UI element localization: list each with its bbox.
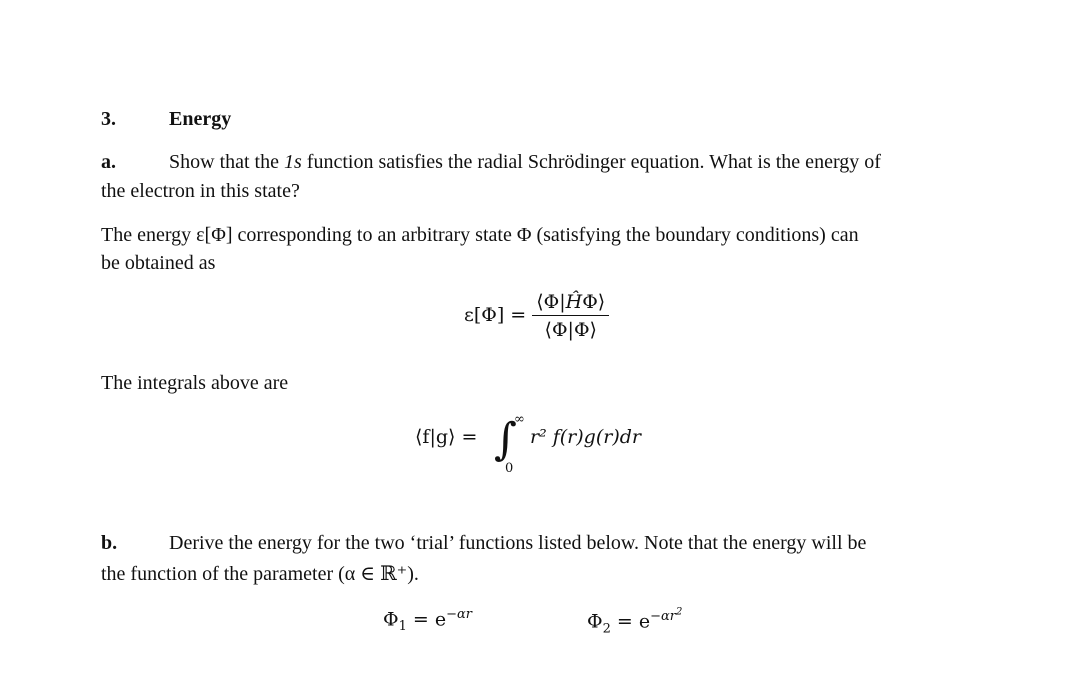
intro-line1: The energy ε[Φ] corresponding to an arbitrary state Φ (satisfying the boundary conditions) can: [101, 224, 859, 246]
part-a-text-before: Show that the: [169, 151, 284, 173]
integral-sign: ∫: [494, 414, 517, 465]
part-b-label: b.: [101, 532, 118, 554]
energy-equation-lhs: ε[Φ] =: [464, 304, 527, 327]
integral-lower-limit: 0: [505, 461, 514, 476]
phi1-subscript: 1: [398, 619, 407, 635]
energy-numerator: [532, 291, 609, 315]
phi2-subscript: 2: [602, 621, 611, 637]
phi2-exponent-base: −αr: [650, 609, 676, 625]
phi1-base: Φ: [383, 608, 399, 631]
phi2-base: Φ: [587, 610, 603, 633]
numerator-left: ⟨Φ|: [536, 291, 566, 313]
energy-denominator: ⟨Φ|Φ⟩: [544, 319, 597, 342]
question-number: 3.: [101, 108, 116, 130]
trial-function-2: [587, 607, 682, 636]
intro-line2: be obtained as: [101, 252, 216, 274]
part-b-line2: the function of the parameter (α ∈ ℝ⁺).: [101, 563, 419, 585]
question-title: Energy: [169, 108, 232, 130]
energy-fraction: [532, 291, 609, 341]
integrals-text: The integrals above are: [101, 372, 289, 394]
part-b-line1: Derive the energy for the two ‘trial’ functions listed below. Note that the energy will be: [169, 532, 867, 554]
part-a-text-italic: 1s: [284, 151, 302, 173]
energy-equation: [464, 291, 609, 341]
integrand: r² f(r)g(r)dr: [530, 426, 641, 448]
inner-product-lhs: ⟨f|g⟩ =: [415, 426, 478, 448]
phi2-exponent: [650, 609, 682, 624]
hamiltonian-operator: Ĥ: [565, 291, 583, 313]
part-a-label: a.: [101, 151, 116, 173]
numerator-right: Φ⟩: [582, 291, 606, 313]
part-a-line2: the electron in this state?: [101, 180, 300, 202]
phi1-exponent: −αr: [446, 607, 472, 622]
integral-upper-limit: ∞: [514, 412, 525, 427]
part-a-line1: [169, 151, 881, 174]
part-a-text-after: function satisfies the radial Schrödinger equation. What is the energy of: [301, 151, 881, 173]
phi2-equals: = e: [610, 610, 651, 633]
integral-equation-lhs: [415, 426, 477, 448]
phi2-exponent-power: 2: [676, 607, 683, 618]
trial-function-1: [383, 607, 472, 634]
phi1-equals: = e: [406, 608, 447, 631]
